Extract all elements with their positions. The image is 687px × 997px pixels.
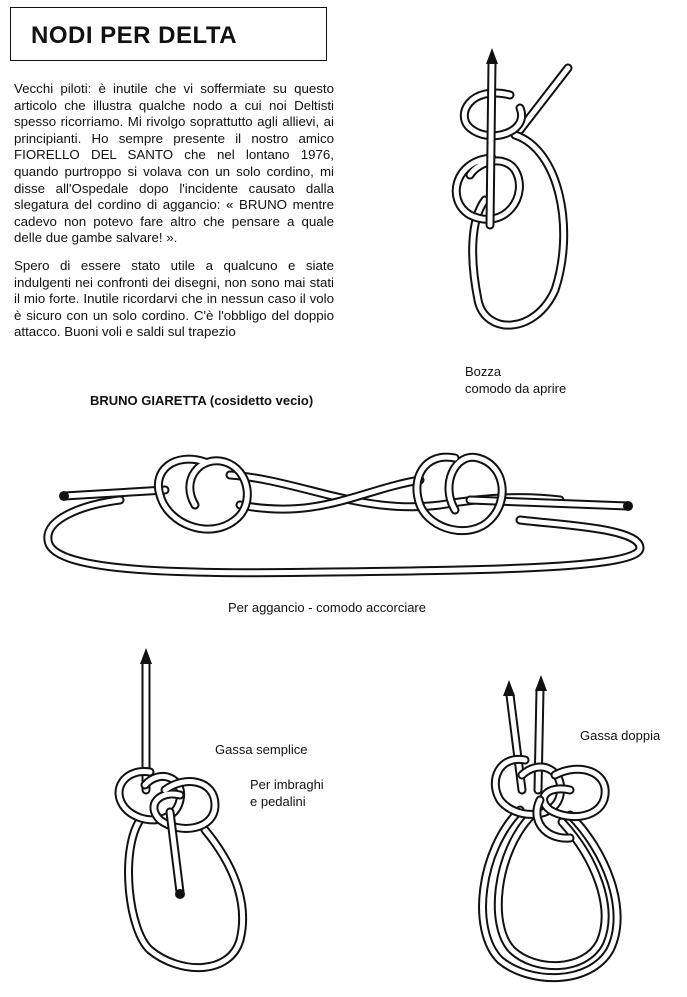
gassa-semplice-label: Gassa semplice [215, 742, 308, 757]
paragraph-1: Vecchi piloti: è inutile che vi soffermiate su questo articolo che illustra qualche nodo a cui noi Deltisti spesso ricorriamo. Mi rivolgo soprattutto agli allievi, ai principianti. Ho sempre presente il nostro amico FIORELLO DEL SANTO che nel lontano 1976, quando purtroppo si volava con un solo cordino, mi disse all'Ospedale dopo l'incidente causato dalla slegatura del cordino di aggancio: « BRUNO mentre cadevo non potevo fare altro che pensare a quale delle due gambe salvare! ». [14, 81, 334, 246]
author-signature: BRUNO GIARETTA (cosidetto vecio) [90, 393, 314, 408]
gassa-semplice-note-line-2: e pedalini [250, 793, 306, 809]
gassa-doppia-label: Gassa doppia [580, 728, 661, 743]
article-title: NODI PER DELTA [31, 22, 238, 49]
paragraph-2: Spero di essere stato utile a qualcuno e siate indulgenti nei confronti dei disegni, non sono mai stati il mio forte. Inutile ricordarvi che in nessun caso il volo è sicuro con un solo cordino. C'è l'obbligo del doppio attacco. Buoni voli e saldi sul trapezio [14, 257, 334, 340]
bozza-note: comodo da aprire [465, 380, 567, 396]
bozza-label: Bozza [465, 364, 502, 379]
aggancio-caption: Per aggancio - comodo accorciare [228, 600, 426, 615]
gassa-semplice-note-line-1: Per imbraghi [250, 777, 324, 792]
